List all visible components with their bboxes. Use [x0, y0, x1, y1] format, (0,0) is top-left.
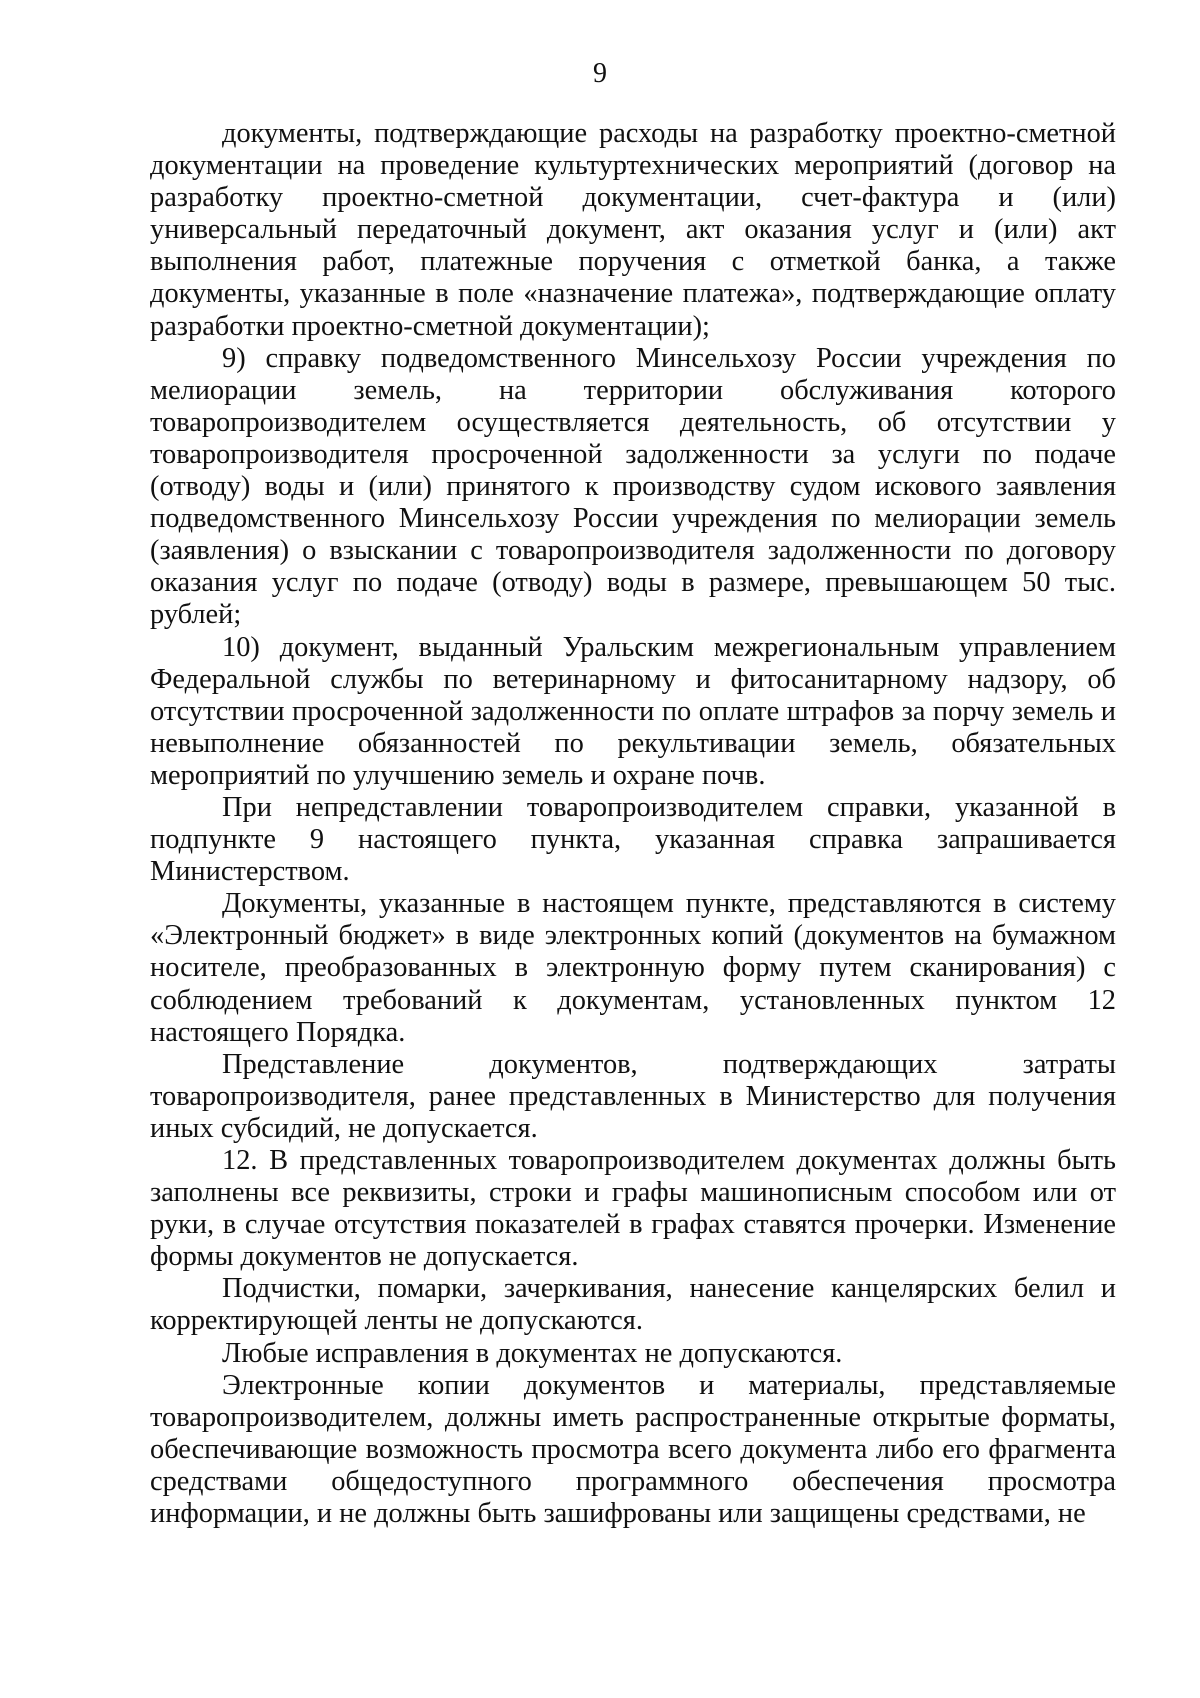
page-number: 9 — [593, 58, 607, 89]
paragraph-item-9-melioration-certificate: 9) справку подведомственного Минсельхозу России учреждения по мелиорации земель, на территории обслуживания которого товаропроизводителем осуществляется деятельность, об отсутствии у товаропроизводителя просроченной задолженности за услуги по подаче (отводу) воды и (или) принятого к производству судом искового заявления подведомственного Минсельхозу России учреждения по мелиорации земель (заявления) о взыскании с товаропроизводителя задолженности по договору оказания услуг по подаче (отводу) воды в размере, превышающем 50 тыс. рублей; — [150, 342, 1116, 631]
paragraph-prior-submission-restriction: Представление документов, подтверждающих затраты товаропроизводителя, ранее представленных в Министерство для получения иных субсидий, не допускается. — [150, 1048, 1116, 1144]
document-body — [150, 118, 1116, 1530]
paragraph-no-amendments: Любые исправления в документах не допускаются. — [222, 1337, 843, 1369]
paragraph-corrections-prohibited: Подчистки, помарки, зачеркивания, нанесение канцелярских белил и корректирующей ленты не допускаются. — [150, 1273, 1116, 1337]
paragraph-non-submission-request: При непредставлении товаропроизводителем справки, указанной в подпункте 9 настоящего пункта, указанная справка запрашивается Министерством. — [150, 791, 1116, 888]
paragraph-electronic-copies-formats: Электронные копии документов и материалы, представляемые товаропроизводителем, должны иметь распространенные открытые форматы, обеспечивающие возможность просмотра всего документа либо его фрагмента средствами общедоступного программного обеспечения просмотра информации, и не должны быть зашифрованы или защищены средствами, не — [150, 1369, 1116, 1530]
paragraph-electronic-budget-submission: Документы, указанные в настоящем пункте, представляются в систему «Электронный бюджет» в виде электронных копий (документов на бумажном носителе, преобразованных в электронную форму путем сканирования) с соблюдением требований к документам, установленных пунктом 12 настоящего Порядка. — [150, 888, 1116, 1048]
paragraph-item-12-requisites: 12. В представленных товаропроизводителем документах должны быть заполнены все реквизиты, строки и графы машинописным способом или от руки, в случае отсутствия показателей в графах ставятся прочерки. Изменение формы документов не допускается. — [150, 1145, 1116, 1273]
paragraph-item-10-veterinary-document: 10) документ, выданный Уральским межрегиональным управлением Федеральной службы по ветеринарному и фитосанитарному надзору, об отсутствии просроченной задолженности по оплате штрафов за порчу земель и невыполнение обязанностей по рекультивации земель, обязательных мероприятий по улучшению земель и охране почв. — [150, 631, 1116, 791]
paragraph-documents-design-costs: документы, подтверждающие расходы на разработку проектно-сметной документации на проведение культуртехнических мероприятий (договор на разработку проектно-сметной документации, счет-фактура и (или) универсальный передаточный документ, акт оказания услуг и (или) акт выполнения работ, платежные поручения с отметкой банка, а также документы, указанные в поле «назначение платежа», подтверждающие оплату разработки проектно-сметной документации); — [150, 118, 1116, 342]
